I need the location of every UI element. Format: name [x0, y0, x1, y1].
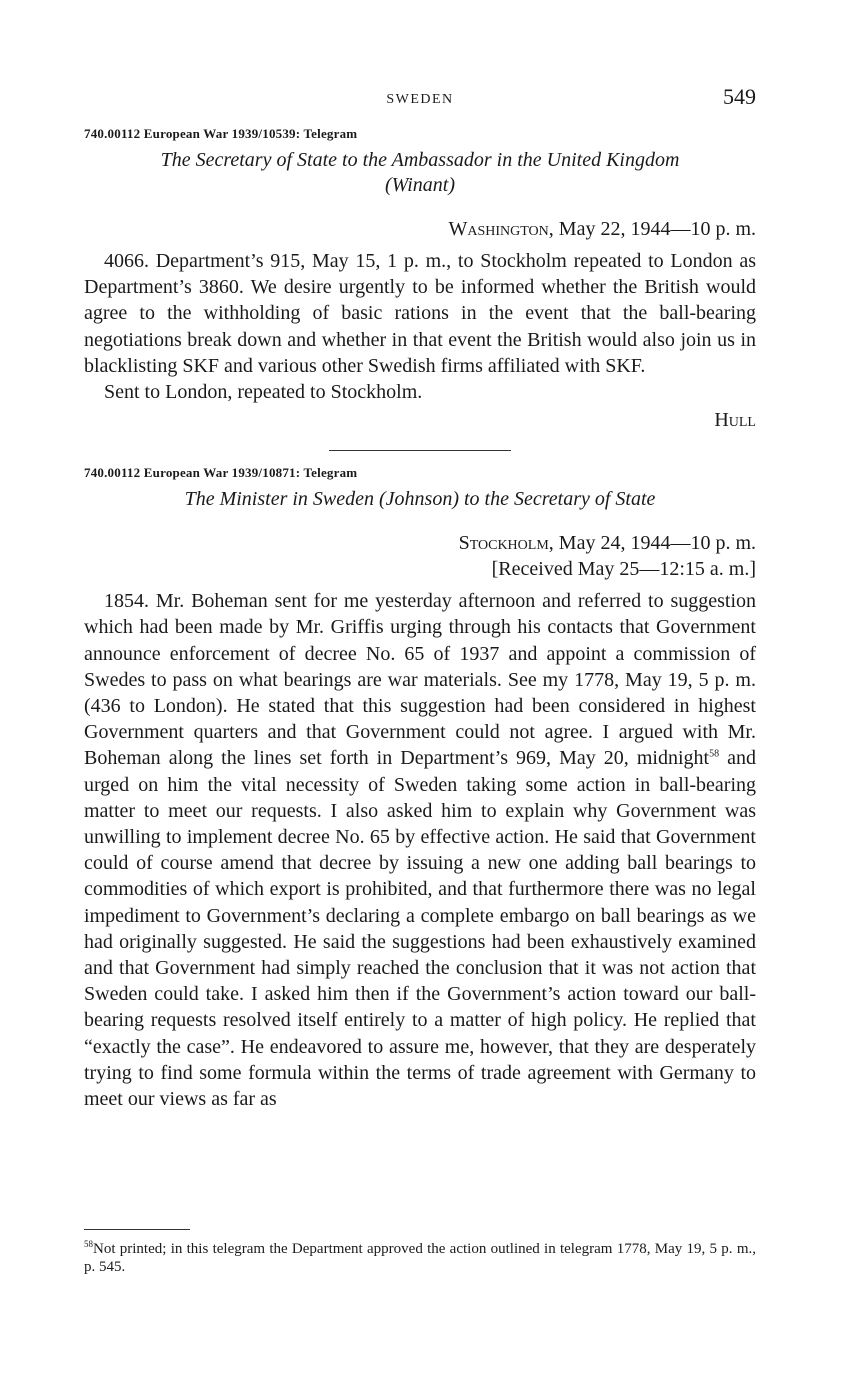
title-line-1: The Secretary of State to the Ambassador in the United Kingdom — [160, 149, 680, 171]
footnote-reference[interactable]: 58 — [709, 748, 720, 760]
dateline-date: , May 24, 1944—10 p. m. — [548, 532, 756, 555]
title-line-2: (Winant) — [385, 174, 455, 196]
running-title: SWEDEN — [386, 92, 454, 107]
footnote — [84, 1240, 756, 1276]
dateline-place: Stockholm — [458, 532, 549, 555]
document-title-2: The Minister in Sweden (Johnson) to the Secretary of State — [184, 488, 656, 511]
footnote-number: 58 — [84, 1239, 93, 1249]
received-line: [Received May 25—12:15 a. m.] — [491, 558, 756, 581]
dateline-2 — [84, 530, 756, 556]
file-reference-2: 740.00112 European War 1939/10871: Telegram — [84, 465, 358, 481]
paragraph-text: 1854. Mr. Boheman sent for me yesterday afternoon and referred to suggestion which had been made by Mr. Griffis urging through his contacts that Government announce enforcement of decree No. 65 of 1937 and appoint a commission of Swedes to pass on what bearings are war materials. See my 1778, May 19, 5 p. m. (436 to London). He stated that this suggestion had been considered in highest Government quarters and that Government could not agree. I argued with Mr. Boheman along the lines set forth in Department’s 969, May 20, midnight — [84, 590, 756, 770]
dateline-date: , May 22, 1944—10 p. m. — [548, 218, 756, 240]
document-page — [84, 84, 756, 1112]
footnote-rule — [84, 1229, 190, 1230]
paragraph: 4066. Department’s 915, May 15, 1 p. m., to Stockholm repeated to London as Department’s 3860. We desire urgently to be informed whether the British would agree to the withholding of basic rations in the event that the ball-bearing negotiations break down and whether in that event the British would also join us in blacklisting SKF and various other Swedish firms affiliated with SKF. — [84, 250, 756, 377]
page-number: 549 — [723, 84, 756, 109]
paragraph — [84, 588, 756, 1112]
footnote-text: Not printed; in this telegram the Department approved the action outlined in telegram 1778, May 19, 5 p. m., p. 545. — [84, 1241, 756, 1275]
dateline-1 — [84, 216, 756, 242]
section-divider — [329, 450, 511, 451]
running-head — [84, 84, 756, 118]
signature: Hull — [714, 409, 756, 432]
dateline-place: Washington — [448, 218, 549, 240]
telegram-body-2 — [84, 588, 756, 1112]
file-reference-1: 740.00112 European War 1939/10539: Telegram — [84, 126, 358, 141]
document-title-1 — [84, 148, 756, 198]
paragraph-text: and urged on him the vital necessity of Sweden taking some action in ball-bearing matter to meet our requests. I also asked him to explain why Government was unwilling to implement decree No. 65 by effective action. He said that Government could of course amend that decree by issuing a new one adding ball bearings to commodities of which export is prohibited, and that furthermore there was no legal impediment to Government’s declaring a complete embargo on ball bearings as we had originally suggested. He said the suggestions had been exhaustively examined and that Government had simply reached the conclusion that it was not action that Sweden could take. I asked him then if the Government’s action toward our ball-bearing requests resolved itself entirely to a matter of high policy. He replied that “exactly the case”. He endeavored to assure me, however, that they are desperately trying to find some formula within the terms of trade agreement with Germany to meet our views as far as — [84, 747, 756, 1111]
telegram-body-1 — [84, 248, 756, 405]
paragraph: Sent to London, repeated to Stockholm. — [104, 381, 423, 404]
